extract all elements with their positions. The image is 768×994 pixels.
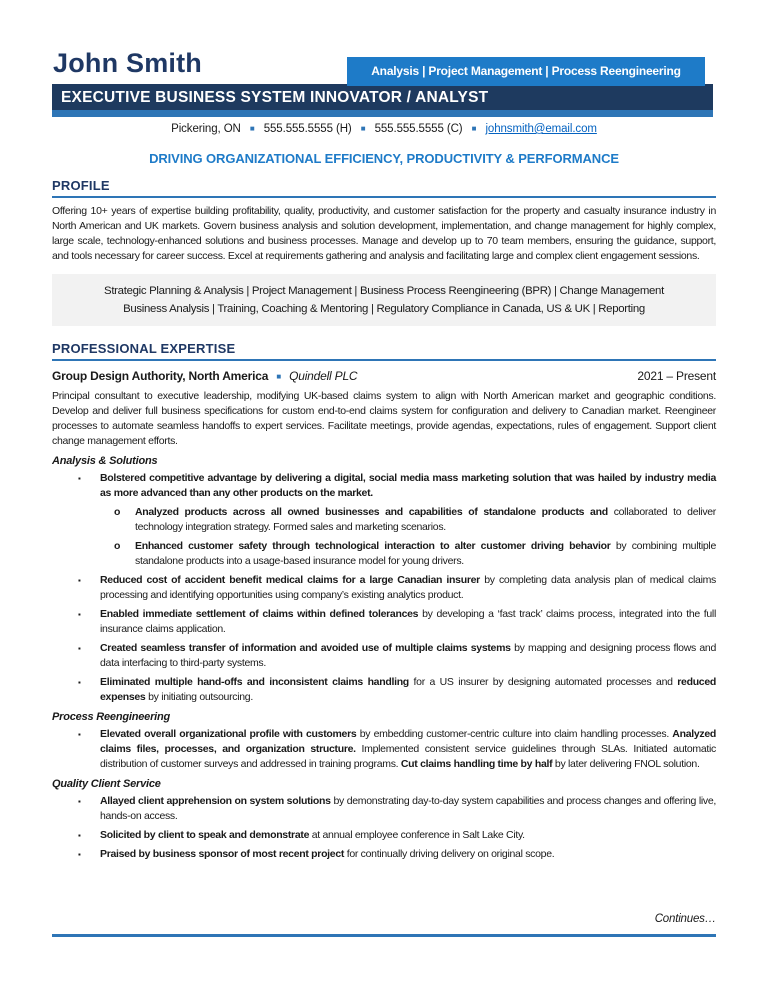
- bullet-text: Created seamless transfer of information and avoided use of multiple claims systems by mapping and designing process flows and data interfacing to third-party systems.: [100, 642, 716, 669]
- bullet-text: Reduced cost of accident benefit medical claims for a large Canadian insurer by completing data analysis plan of medical claims processing and identifying opportunities using company’s existing analytics product.: [100, 574, 717, 601]
- bullet-item: [52, 847, 716, 862]
- professional-title: EXECUTIVE BUSINESS SYSTEM INNOVATOR / ANALYST: [61, 89, 489, 106]
- bullet-marker-icon: ▪: [78, 831, 81, 840]
- bullet-text: Enhanced customer safety through technological interaction to alter customer driving behavior by combining multiple standalone products into a usage-based insurance model for young drivers.: [135, 540, 716, 567]
- contact-phone-cell: 555.555.5555 (C): [374, 123, 463, 135]
- square-separator-icon: ■: [276, 371, 281, 381]
- job-header-row: [52, 369, 716, 383]
- position-title: Group Design Authority, North America: [52, 369, 269, 383]
- achievement-group-label: Analysis & Solutions: [52, 455, 158, 467]
- bullet-item: [52, 641, 716, 671]
- bullet-item: [52, 573, 716, 603]
- job-header-left: [52, 369, 357, 383]
- skills-line-2: Business Analysis | Training, Coaching & Mentoring | Regulatory Compliance in Canada, US & UK | Reporting: [123, 303, 645, 315]
- continues-note: Continues…: [654, 913, 716, 925]
- document-body: [52, 178, 716, 862]
- bullet-text: Eliminated multiple hand-offs and inconsistent claims handling for a US insurer by designing automated processes and reduced expenses by initiating outsourcing.: [100, 676, 716, 703]
- profile-summary: Offering 10+ years of expertise building profitability, quality, productivity, and customer satisfaction for the property and casualty insurance industry in North American and UK markets. Govern business analysis and solution development, implementation, and change management for highly complex, large scale, technology-enhanced solutions and business processes. Manage and develop up to 70 team members, ensuring the guidance, support, and tools necessary for career success. Excel at requirements gathering and analysis and facilitating large and complex client engagement sessions.: [52, 205, 716, 262]
- contact-phone-home: 555.555.5555 (H): [263, 123, 352, 135]
- bullet-marker-icon: ▪: [78, 576, 81, 585]
- job-summary: Principal consultant to executive leadership, modifying UK-based claims system to align with North American market and geographic conditions. Develop and deliver full business specifications for custom end-to-end claims system for configuration and delivery to Canadian market. Reengineer processes to automate seamless handoffs to expert services. Facilitate meetings, provide agendas, expectations, rules of engagement. Support client change management efforts.: [52, 390, 716, 447]
- bullet-item: [52, 607, 716, 637]
- title-band-accent-bar: [52, 110, 713, 117]
- bullet-marker-icon: ▪: [78, 610, 81, 619]
- sub-bullet-item: [52, 539, 716, 569]
- bullet-marker-icon: ▪: [78, 850, 81, 859]
- employment-dates: 2021 – Present: [637, 369, 716, 383]
- experience-section: [52, 341, 716, 862]
- bullet-item: [52, 471, 716, 501]
- bullet-text: Elevated overall organizational profile with customers by embedding customer-centric culture into claim handling processes. Analyzed claims files, processes, and organization structure. Implemented consistent service guidelines through SLAs. Initiated automatic distribution of customer surveys and addressed in training programs. Cut claims handling time by half by later delivering FNOL solution.: [100, 728, 716, 770]
- square-separator-icon: ■: [360, 123, 366, 133]
- bullet-text: Bolstered competitive advantage by delivering a digital, social media mass marketing solution that was hailed by industry media as more advanced than any other products on the market.: [100, 472, 716, 499]
- bullet-text: Praised by business sponsor of most recent project for continually driving delivery on original scope.: [100, 848, 555, 860]
- achievement-group-label: Quality Client Service: [52, 778, 161, 790]
- bullet-item: [52, 794, 716, 824]
- bullet-text: Analyzed products across all owned businesses and capabilities of standalone products and collaborated to deliver technology integration strategy. Formed sales and marketing scenarios.: [135, 506, 716, 533]
- title-band: [52, 84, 713, 110]
- skills-line-1: Strategic Planning & Analysis | Project Management | Business Process Reengineering (BPR) | Change Management: [104, 285, 664, 297]
- achievement-group-label: Process Reengineering: [52, 711, 171, 723]
- bullet-marker-icon: ▪: [78, 730, 81, 739]
- profile-heading: PROFILE: [52, 178, 716, 198]
- bullet-marker-icon: o: [114, 540, 121, 552]
- bullet-text: Solicited by client to speak and demonstrate at annual employee conference in Salt Lake City.: [100, 829, 525, 841]
- contact-line: [0, 123, 768, 135]
- achievement-groups: [52, 455, 716, 862]
- bullet-marker-icon: ▪: [78, 797, 81, 806]
- profile-section: [52, 178, 716, 326]
- bullet-item: [52, 675, 716, 705]
- bullet-text: Allayed client apprehension on system solutions by demonstrating day-to-day system capabilities and process changes and offering live, hands-on access.: [100, 795, 716, 822]
- specialties-banner: Analysis | Project Management | Process Reengineering: [347, 57, 705, 86]
- bullet-marker-icon: ▪: [78, 678, 81, 687]
- contact-location: Pickering, ON: [171, 123, 241, 135]
- email-link[interactable]: johnsmith@email.com: [485, 123, 597, 135]
- page-end-rule: [52, 934, 716, 937]
- bullet-text: Enabled immediate settlement of claims within defined tolerances by developing a ‘fast track’ claims process, integrated into the full insurance claims application.: [100, 608, 717, 635]
- square-separator-icon: ■: [249, 123, 255, 133]
- experience-heading: PROFESSIONAL EXPERTISE: [52, 341, 716, 361]
- bullet-item: [52, 828, 716, 843]
- square-separator-icon: ■: [471, 123, 477, 133]
- bullet-item: [52, 727, 716, 772]
- tagline: DRIVING ORGANIZATIONAL EFFICIENCY, PRODUCTIVITY & PERFORMANCE: [149, 151, 619, 166]
- bullet-marker-icon: ▪: [78, 474, 81, 483]
- sub-bullet-item: [52, 505, 716, 535]
- bullet-marker-icon: o: [114, 506, 121, 518]
- skills-box: [52, 274, 716, 326]
- company-name: Quindell PLC: [289, 369, 358, 383]
- candidate-name: John Smith: [53, 48, 202, 78]
- bullet-marker-icon: ▪: [78, 644, 81, 653]
